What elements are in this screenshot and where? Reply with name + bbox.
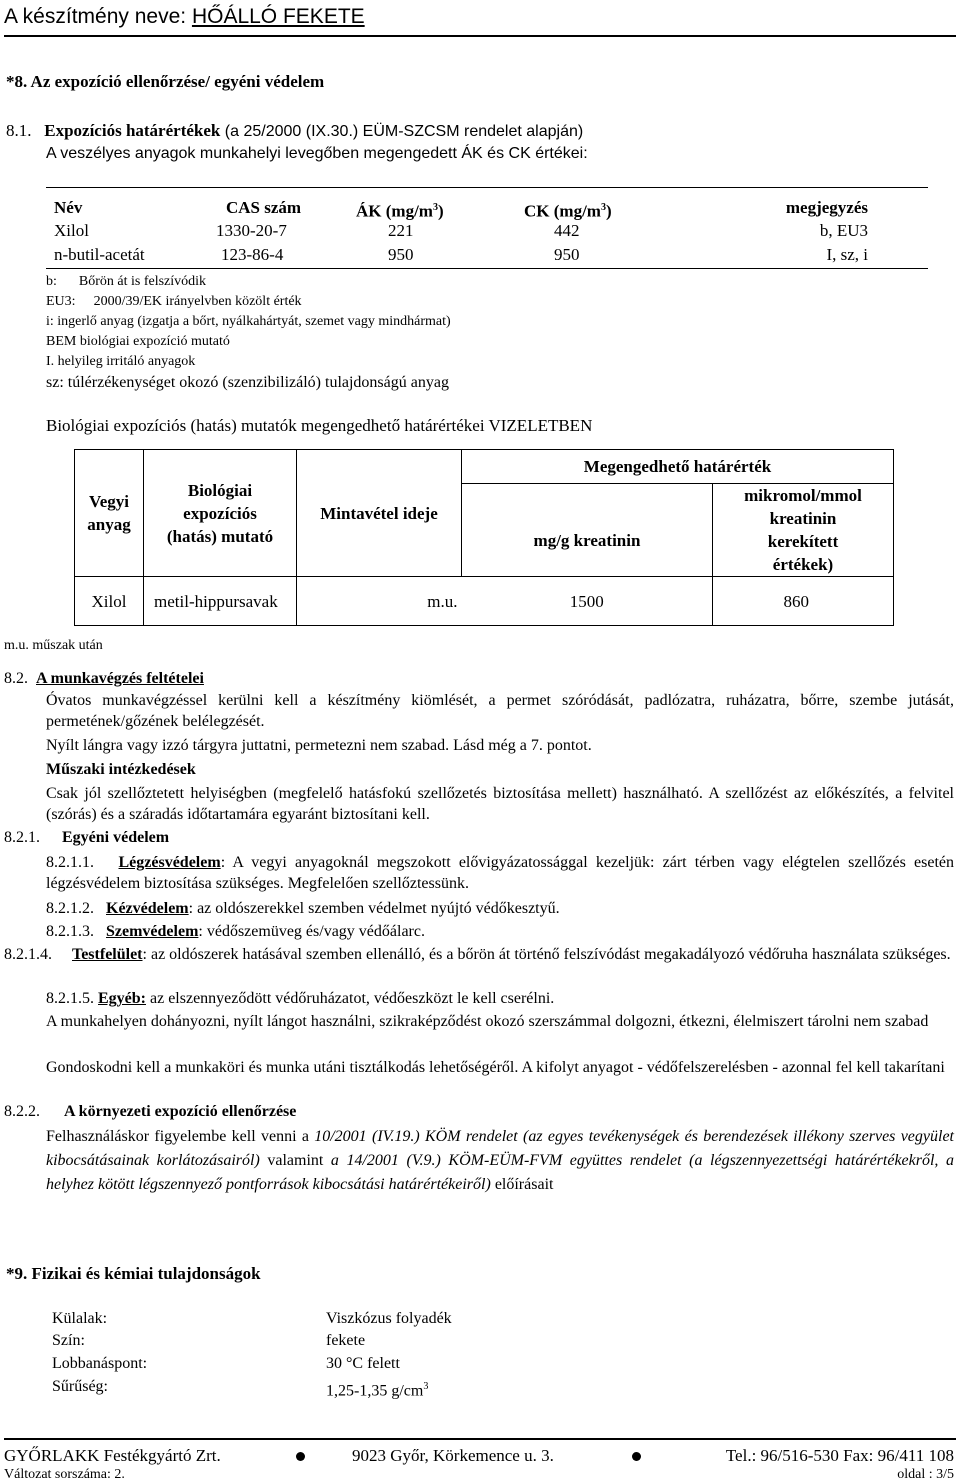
bio-h-mikro: mikromol/mmol kreatinin kerekített értékek) — [713, 484, 894, 577]
prop-key: Külalak: — [52, 1310, 108, 1327]
limits-row-butil — [46, 245, 872, 269]
section-8-2-para2: Nyílt lángra vagy izzó tárgyra juttatni, permetezni nem szabad. Lásd még a 7. pontot. — [46, 737, 592, 754]
section-8-2-1-2: 8.2.1.2. Kézvédelem: az oldószerekkel szemben védelmet nyújtó védőkesztyű. — [46, 900, 560, 917]
bio-cell-mgg: 1500 — [462, 577, 713, 626]
section-8-2-1-1: 8.2.1.1. Légzésvédelem: A vegyi anyagoknál megszokott elővigyázatossággal kezeljük: zárt térben vagy elégtelen szellőzés esetén légzésvédelem biztosítása szükséges. Megfelelően szellőztessünk. — [46, 854, 954, 892]
document-header — [4, 4, 365, 30]
cell-ck: 950 — [554, 245, 580, 264]
section-8-2-1-heading — [4, 828, 169, 848]
section-8-2-title: A munkavégzés feltételei — [36, 670, 204, 687]
mu-note: m.u. műszak után — [4, 638, 103, 653]
cell-cas: 1330-20-7 — [216, 221, 287, 240]
legend-eu3: EU3: 2000/39/EK irányelvben közölt érték — [46, 294, 302, 309]
prop-value: 30 °C felett — [326, 1355, 400, 1372]
bio-h-vegyi: Vegyi anyag — [75, 450, 144, 577]
bio-cell-ido: m.u. — [297, 577, 462, 626]
col-megjegyzes: megjegyzés — [785, 198, 868, 217]
section-8-1-title: Expozíciós határértékek — [44, 121, 221, 140]
section-8-2-1-title: Egyéni védelem — [62, 829, 170, 846]
section-8-2-2-heading — [4, 1102, 296, 1122]
section-8-2-1-5: 8.2.1.5. Egyéb: az elszennyeződött védőruházatot, védőeszközt le kell cserélni. — [46, 990, 555, 1007]
section-8-2-number: 8.2. — [4, 670, 28, 687]
footer-rule — [4, 1438, 956, 1440]
prop-key: Lobbanáspont: — [52, 1355, 148, 1372]
prop-value: fekete — [326, 1332, 366, 1349]
legend-sz: sz: túlérzékenységet okozó (szenzibilizáló) tulajdonságú anyag — [46, 374, 449, 391]
footer-page: oldal : 3/5 — [897, 1467, 954, 1482]
bio-title: Biológiai expozíciós (hatás) mutatók megengedhető határértékei VIZELETBEN — [46, 416, 593, 435]
legend-bem: BEM biológiai expozíció mutató — [46, 334, 230, 349]
muszaki-para: Csak jól szellőztetett helyiségben (megfelelő hatásfokú szellőzetés biztosítása mellett) használható. A szellőzést az előkészítés, a felvitel (szórás) és a száradás időtartamára egyaránt biztosítani kell. — [46, 785, 954, 823]
tisztalkodas-para: Gondoskodni kell a munkaköri és munka utáni tisztálkodás lehetőségéről. A kifolyt anyagot - védőfelszerelésben - azonnal fel kell takarítani — [46, 1059, 945, 1076]
limits-table-top-rule — [46, 187, 928, 188]
dohanyzas-para: A munkahelyen dohányozni, nyílt lángot használni, szikraképződést okozó szerszámmal dolgozni, étkezni, élelmiszert tárolni nem szabad — [46, 1013, 929, 1030]
legend-i: i: ingerlő anyag (izgatja a bőrt, nyálkahártyát, szemet vagy mindhármat) — [46, 314, 451, 329]
section-8-2-1-3: 8.2.1.3. Szemvédelem: védőszemüveg és/vagy védőálarc. — [46, 923, 425, 940]
limits-row-xilol — [46, 221, 872, 245]
cell-note: b, EU3 — [819, 221, 868, 240]
bio-cell-mutato: metil-hippursavak — [144, 577, 297, 626]
cell-ak: 221 — [388, 221, 414, 240]
prop-value: Viszkózus folyadék — [326, 1310, 452, 1327]
col-cas: CAS szám — [226, 198, 302, 217]
cell-name: Xilol — [54, 221, 89, 240]
section-8-2-para1: Óvatos munkavégzéssel kerülni kell a készítmény kiömlését, a permet szóródását, padlózatra, ruházatra, bőrre, szembe jutását, permetének/gőzének belélegzését. — [46, 692, 954, 730]
header-prefix: A készítmény neve: — [4, 5, 192, 28]
footer-address: 9023 Győr, Körkemence u. 3. — [352, 1446, 554, 1465]
bio-h-mgg: mg/g kreatinin — [462, 484, 713, 577]
prop-key: Szín: — [52, 1332, 85, 1349]
prop-value: 1,25-1,35 $g/cm^3$ — [326, 1381, 429, 1400]
section-8-title: *8. Az expozíció ellenőrzése/ egyéni védelem — [6, 72, 325, 91]
section-8-2-2-para: Felhasználáskor figyelembe kell venni a 10/2001 (IV.19.) KÖM rendelet (az egyes tevékenységek és berendezések illékony szerves vegyület kibocsátásainak korlátozásairól) valamint a 14/2001 (V.9.) KÖM-EÜM-FVM együttes rendelet (a légszennyezettségi határértékekről, a helyhez kötött légszennyező pontforrások kibocsátási határértékeiről) előírásait — [46, 1128, 954, 1193]
bio-cell-anyag: Xilol — [75, 577, 144, 626]
section-8-1-subtitle: A veszélyes anyagok munkahelyi levegőben megengedett ÁK és CK értékei: — [46, 145, 588, 162]
limits-header-row — [46, 198, 872, 221]
section-8-2-2-number: 8.2.2. — [4, 1103, 40, 1120]
section-8-2-heading — [4, 669, 204, 689]
bio-h-megengedett: Megengedhető határérték — [462, 450, 894, 484]
cell-name: n-butil-acetát — [54, 245, 145, 264]
limits-table-bottom-rule — [46, 268, 928, 269]
muszaki-title: Műszaki intézkedések — [46, 761, 196, 778]
bio-h-mintavetel: Mintavétel ideje — [297, 450, 462, 577]
legend-I: I. helyileg irritáló anyagok — [46, 354, 196, 369]
footer-company: GYŐRLAKK Festékgyártó Zrt. — [4, 1446, 221, 1465]
cell-note: I, sz, i — [826, 245, 868, 264]
section-8-1-heading — [6, 121, 583, 142]
col-nev: Név — [54, 198, 83, 217]
cell-cas: 123-86-4 — [221, 245, 284, 264]
section-8-2-1-4: 8.2.1.4. Testfelület: az oldószerek hatásával szemben ellenálló, és a bőrön át történő felszívódást megakadályozó védőruha használata szükséges. — [4, 946, 951, 963]
col-ck: CK $(mg/m^3)$ — [524, 201, 612, 221]
section-9-title: *9. Fizikai és kémiai tulajdonságok — [6, 1264, 261, 1283]
section-8-2-2-title: A környezeti expozíció ellenőrzése — [64, 1103, 297, 1120]
header-rule — [4, 35, 956, 37]
cell-ck: 442 — [554, 221, 580, 240]
limits-table — [46, 198, 872, 269]
footer-version: Változat sorszáma: 2. — [4, 1467, 125, 1482]
bio-cell-mikro: 860 — [713, 577, 894, 626]
section-8-1-number: 8.1. — [6, 121, 32, 140]
prop-key: Sűrűség: — [52, 1378, 108, 1395]
section-8-2-1-number: 8.2.1. — [4, 829, 40, 846]
footer-phone: Tel.: 96/516-530 Fax: 96/411 108 — [725, 1446, 954, 1465]
bio-h-mutato: Biológiai expozíciós (hatás) mutató — [144, 450, 297, 577]
bullet-icon — [632, 1452, 641, 1461]
bullet-icon — [296, 1452, 305, 1461]
col-ak: ÁK $(mg/m^3)$ — [356, 201, 444, 221]
legend-b: b: Bőrön át is felszívódik — [46, 274, 207, 289]
section-8-1-rest: (a 25/2000 (IX.30.) EÜM-SZCSM rendelet alapján) — [220, 123, 584, 140]
bio-limits-table — [74, 449, 894, 626]
cell-ak: 950 — [388, 245, 414, 264]
product-name: HŐÁLLÓ FEKETE — [191, 5, 365, 28]
